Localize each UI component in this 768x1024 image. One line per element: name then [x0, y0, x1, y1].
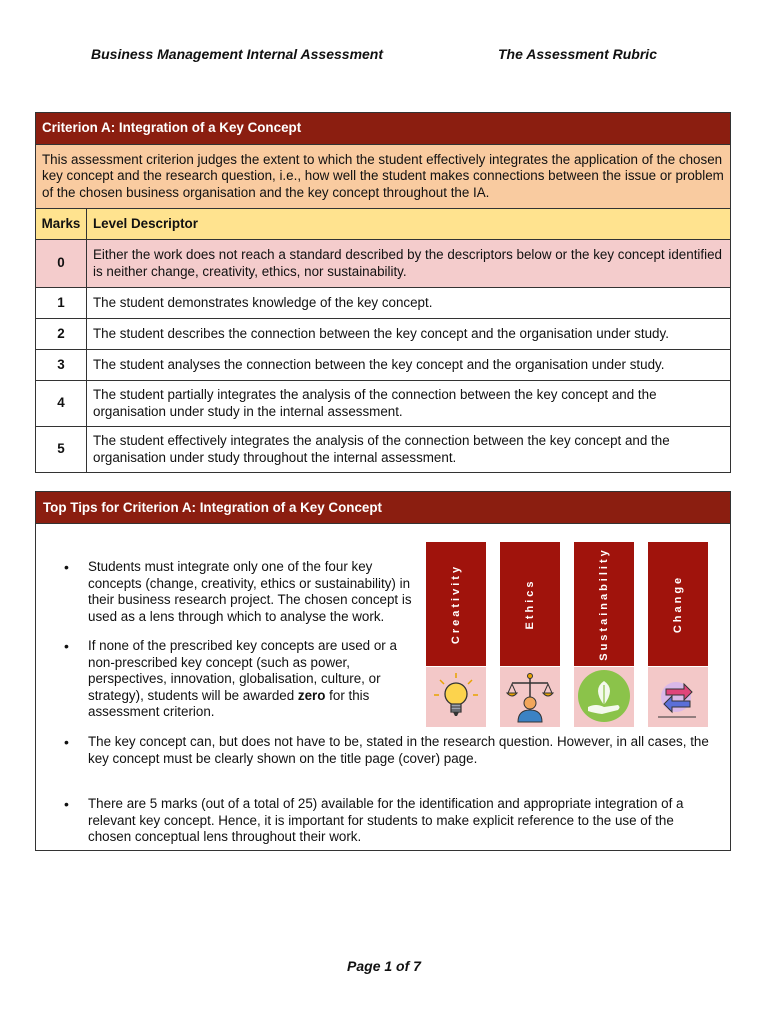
- table-row: [36, 381, 731, 427]
- criterion-a-rubric-table: [35, 112, 731, 473]
- mark-value: 4: [36, 381, 87, 427]
- concept-label: Sustainability: [598, 547, 610, 661]
- concept-label: Creativity: [450, 563, 462, 645]
- level-descriptor: The student demonstrates knowledge of the key concept.: [87, 288, 731, 319]
- top-tips-box: [35, 491, 731, 851]
- level-descriptor: The student describes the connection between the key concept and the organisation under study.: [87, 319, 731, 350]
- tip-text: If none of the prescribed key concepts are used or a non-prescribed key concept (such as power, perspectives, innovation, globalisation, culture, or strategy), students will be awarded: [88, 638, 397, 703]
- table-row: [36, 319, 731, 350]
- tip-text: for this assessment criterion.: [88, 687, 370, 719]
- marks-column-header: Marks: [36, 209, 87, 240]
- leaf-hand-icon: [574, 667, 634, 727]
- scales-icon: [500, 667, 560, 727]
- page-number: Page 1 of 7: [347, 958, 421, 974]
- table-row: [36, 288, 731, 319]
- document-header-right: The Assessment Rubric: [498, 46, 657, 62]
- tip-item: [88, 638, 418, 721]
- top-tips-title: Top Tips for Criterion A: Integration of a Key Concept: [36, 492, 730, 524]
- table-row: [36, 240, 731, 288]
- level-descriptor: The student effectively integrates the analysis of the connection between the key concept and the organisation under study throughout the internal assessment.: [87, 427, 731, 473]
- rubric-title: Criterion A: Integration of a Key Concept: [36, 113, 731, 145]
- mark-value: 5: [36, 427, 87, 473]
- swap-arrows-icon: [648, 667, 708, 727]
- level-descriptor: Either the work does not reach a standard described by the descriptors below or the key concept identified is neither change, creativity, ethics, nor sustainability.: [87, 240, 731, 288]
- rubric-intro: This assessment criterion judges the extent to which the student effectively integrates the application of the chosen key concept and the research question, i.e., how well the student makes connections between the issue or problem of the chosen business organisation and the key concept throughout the IA.: [36, 145, 731, 209]
- document-header-left: Business Management Internal Assessment: [91, 46, 384, 62]
- concept-creativity: [426, 542, 486, 727]
- mark-value: 3: [36, 350, 87, 381]
- level-descriptor: The student analyses the connection between the key concept and the organisation under study.: [87, 350, 731, 381]
- descriptor-column-header: Level Descriptor: [87, 209, 731, 240]
- tip-item: • Students must integrate only one of the four key concepts (change, creativity, ethics or sustainability) in their business research project. The chosen concept is used as a lens through which to analyse the work.: [88, 559, 428, 625]
- tip-item: • There are 5 marks (out of a total of 25) available for the identification and appropriate integration of a relevant key concept. Hence, it is important for students to make explicit reference to the use of the chosen conceptual lens throughout their work.: [88, 796, 718, 846]
- concept-label: Ethics: [524, 578, 536, 630]
- concept-sustainability: [574, 542, 634, 727]
- tip-emphasis: zero: [297, 687, 326, 703]
- concept-label: Change: [672, 574, 684, 634]
- concept-change: [648, 542, 708, 727]
- table-row: [36, 350, 731, 381]
- mark-value: 0: [36, 240, 87, 288]
- lightbulb-icon: [426, 667, 486, 727]
- concept-ethics: [500, 542, 560, 727]
- mark-value: 2: [36, 319, 87, 350]
- table-row: [36, 427, 731, 473]
- mark-value: 1: [36, 288, 87, 319]
- tip-item: • The key concept can, but does not have to be, stated in the research question. However, in all cases, the key concept must be clearly shown on the title page (cover) page.: [88, 734, 723, 767]
- level-descriptor: The student partially integrates the analysis of the connection between the key concept and the organisation under study in the internal assessment.: [87, 381, 731, 427]
